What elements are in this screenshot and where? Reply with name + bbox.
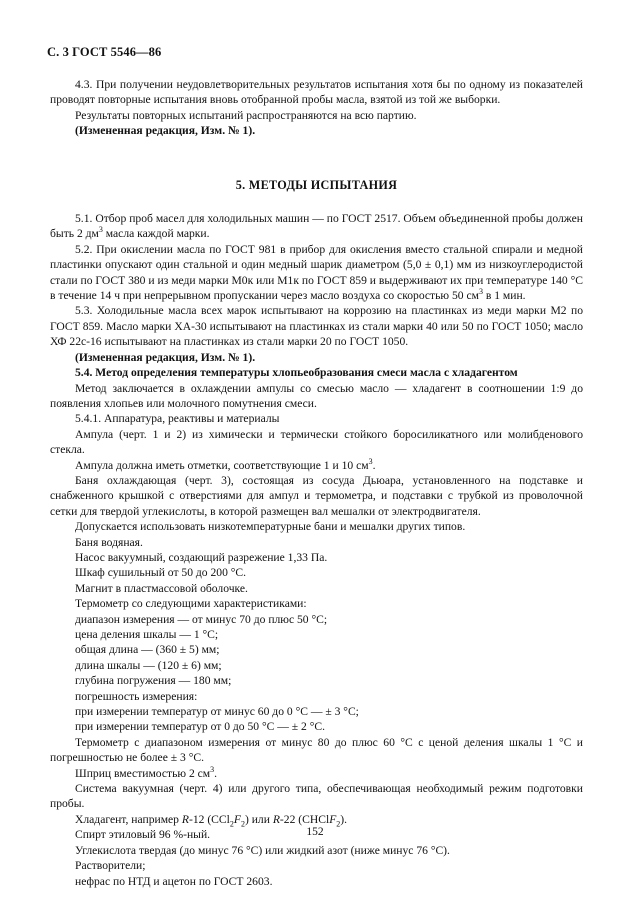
paragraph-ampule: Ампула (черт. 1 и 2) из химически и термически стойкого боросиликатного или молибденового стекла. [50,427,583,457]
paragraph-5-4-1: 5.4.1. Аппаратура, реактивы и материалы [75,412,280,426]
paragraph-4-3: 4.3. При получении неудовлетворительных результатов испытания хотя бы по одному из показателей проводят повторные испытания вновь отобранной пробы масла, взятой из той же выборки. [50,78,583,107]
list-line: глубина погружения — 180 мм; [75,674,232,688]
paragraph-refrigerant: Хладагент, например R-12 $(CCl_2F_2)$ или R-22 (CHClF$_2$). [75,812,348,829]
list-line: Допускается использовать низкотемпературные бани и мешалки других типов. [75,520,466,534]
list-line: диапазон измерения — от минус 70 до плюс 50 °С; [75,612,328,626]
paragraph-5-2: 5.2. При окислении масла по ГОСТ 981 в прибор для окисления вместо стальной спирали и медной пластинки опускают один стальной и один медный шарик диаметром (5,0 ± 0,1) мм из низкоуглеродистой стали по ГОСТ 380 и из меди марки М0к или М1к по ГОСТ 859 и выдерживают их при температуре 140 °С в течение 14 ч при непрерывном пропускании через масло воздуха со скоростью 50 $см^3$ в 1 мин. [50,242,583,303]
paragraph-results: Результаты повторных испытаний распространяются на всю партию. [75,108,417,122]
paragraph-5-3: 5.3. Холодильные масла всех марок испытывают на коррозию на пластинках из меди марки М2 по ГОСТ 859. Масло марки ХА-30 испытывают на пластинках из стали марки 40 или 50 по ГОСТ 1050; масло ХФ 22с-16 испытывают на пластинках из стали марки 20 по ГОСТ 1050. [50,304,583,349]
list-line: Спирт этиловый 96 %-ный. [75,828,211,842]
document-body [50,77,583,889]
paragraph-5-1: 5.1. Отбор проб масел для холодильных машин — по ГОСТ 2517. Объем объединенной пробы должен быть 2 $дм^3$ масла каждой марки. [50,212,583,241]
list-line: общая длина — (360 ± 5) мм; [75,643,220,657]
list-line: при измерении температур от 0 до 50 °С — ± 2 °С. [75,720,325,734]
paragraph-thermometer-2: Термометр с диапазоном измерения от минус 80 до плюс 60 °С с ценой деления шкалы 1 °С и погрешностью не более ± 3 °С. [50,735,583,765]
section-title: 5. МЕТОДЫ ИСПЫТАНИЯ [235,177,398,192]
paragraph-vacuum: Система вакуумная (черт. 4) или другого типа, обеспечивающая необходимый режим подготовки пробы. [50,782,583,811]
list-line: Углекислота твердая (до минус 76 °С) или жидкий азот (ниже минус 76 °С). [75,843,450,857]
paragraph-ampule-marks: Ампула должна иметь отметки, соответствующие 1 и 10 $см^3$. [75,456,376,472]
paragraph-bath: Баня охлаждающая (черт. 3), состоящая из сосуда Дьюара, установленного на подставке и снабженного крышкой с отверстиями для ампул и термометра, и подставки с трубкой из проволочной сетки для твердой углекислоты, в которой размещен вал мешалки от электродвигателя. [50,473,583,518]
paragraph-5-4-text: Метод заключается в охлаждении ампулы со смесью масло — хладагент в соотношении 1:9 до появления хлопьев или молочного помутнения смеси. [50,381,583,410]
list-line: Магнит в пластмассовой оболочке. [75,581,248,595]
edit-note: (Измененная редакция, Изм. № 1). [75,124,256,138]
list-line: длина шкалы — (120 ± 6) мм; [75,658,222,672]
list-line: при измерении температур от минус 60 до 0 °С — ± 3 °С; [75,705,359,719]
list-line: погрешность измерения: [75,689,198,703]
page-header: С. 3 ГОСТ 5546—86 [47,45,162,59]
list-line: Насос вакуумный, создающий разрежение 1,33 Па. [75,550,328,564]
list-line: нефрас по НТД и ацетон по ГОСТ 2603. [75,874,273,888]
edit-note: (Измененная редакция, Изм. № 1). [75,350,256,364]
list-line: Баня водяная. [75,535,143,549]
list-line: цена деления шкалы — 1 °С; [75,628,219,641]
paragraph-5-4-title: 5.4. Метод определения температуры хлопьеобразования смеси масла с хладагентом [75,366,518,380]
list-line: Термометр со следующими характеристиками: [75,597,307,611]
paragraph-syringe: Шприц вместимостью 2 $см^3$. [75,764,218,780]
list-line: Шкаф сушильный от 50 до 200 °С. [75,566,247,580]
page-number: 152 [306,826,324,838]
list-line: Растворители; [75,859,146,873]
